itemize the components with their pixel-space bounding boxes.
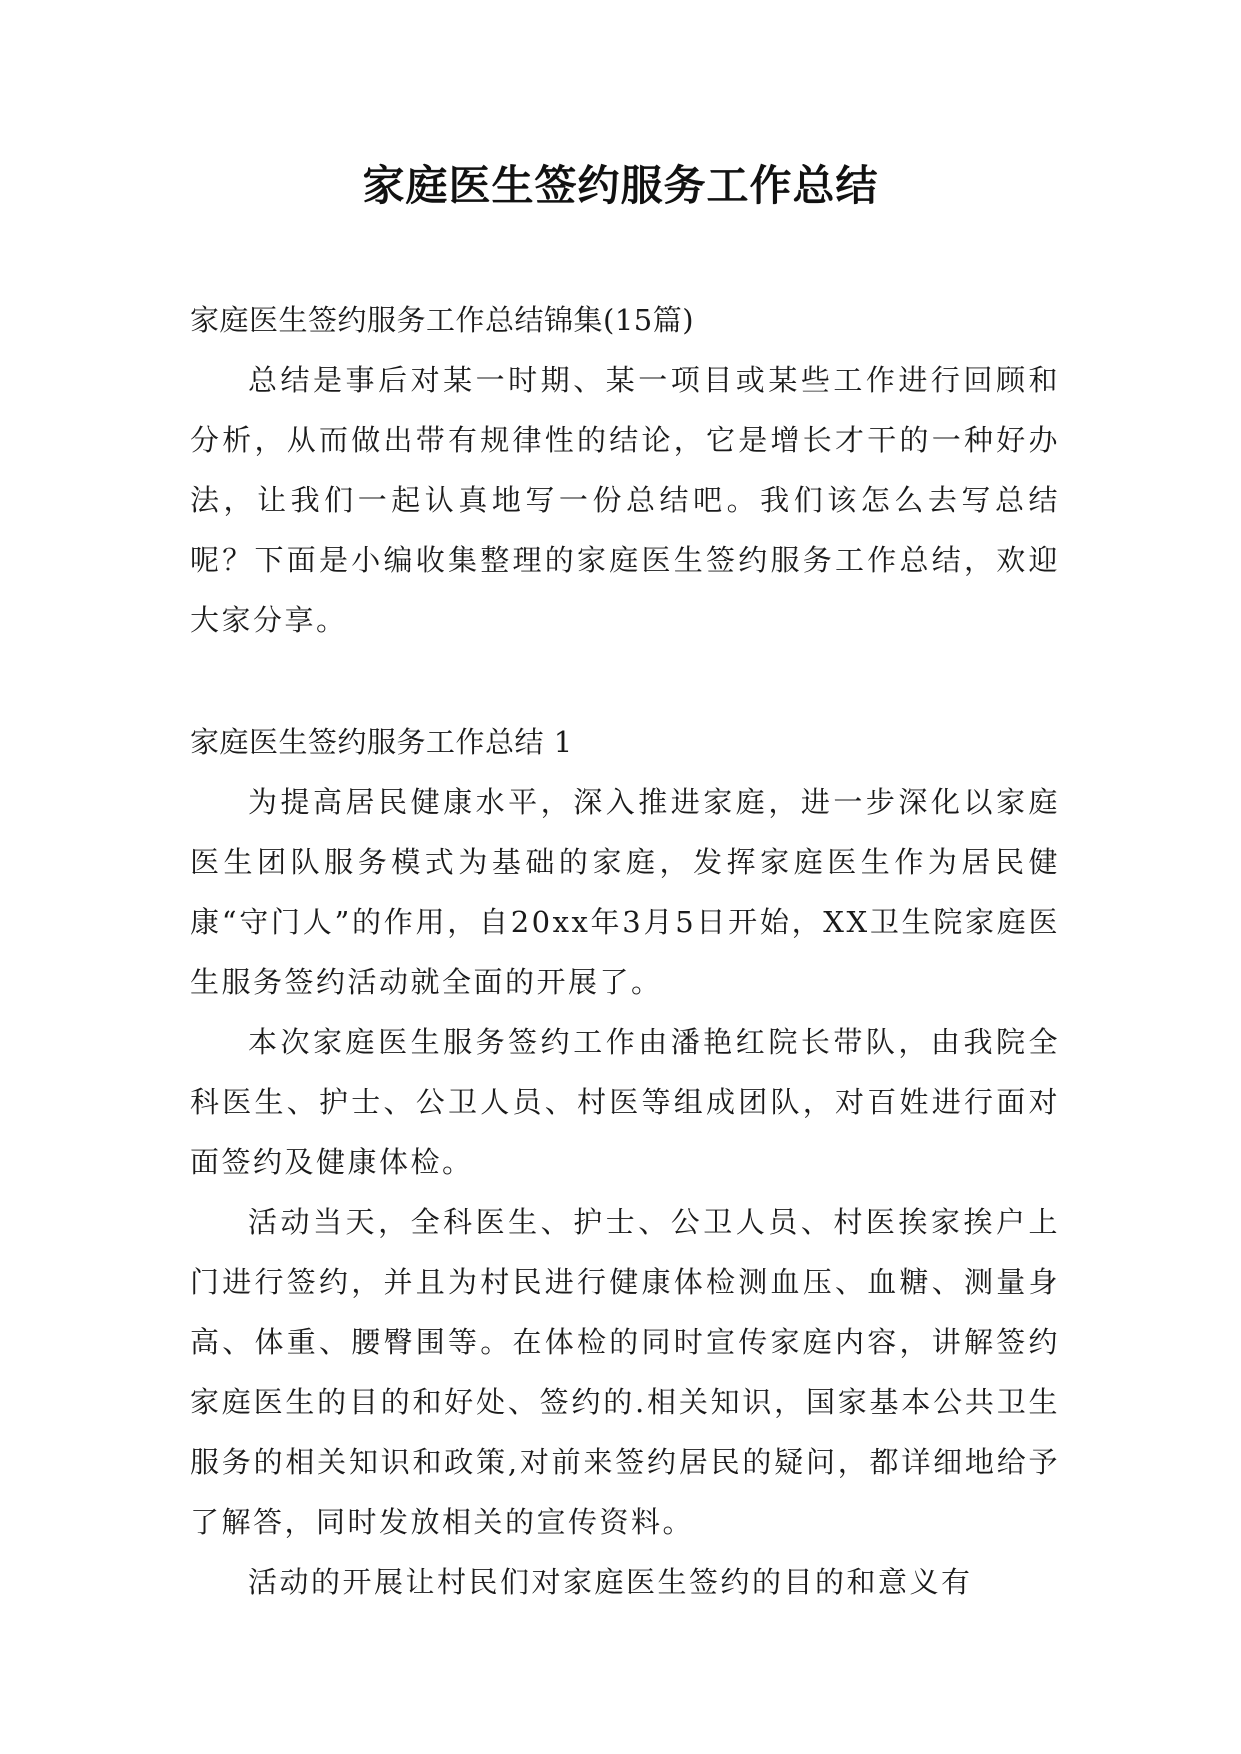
document-title: 家庭医生签约服务工作总结 bbox=[362, 161, 879, 210]
body-paragraph: 活动的开展让村民们对家庭医生签约的目的和意义有 bbox=[248, 1565, 973, 1599]
document-body bbox=[190, 290, 1060, 1612]
body-paragraph: 本次家庭医生服务签约工作由潘艳红院长带队，由我院全科医生、护士、公卫人员、村医等组成团队，对百姓进行面对面签约及健康体检。 bbox=[190, 1025, 1060, 1179]
body-paragraph: 活动当天，全科医生、护士、公卫人员、村医挨家挨户上门进行签约，并且为村民进行健康体检测血压、血糖、测量身高、体重、腰臀围等。在体检的同时宣传家庭内容，讲解签约家庭医生的目的和好处、签约的.相关知识，国家基本公共卫生服务的相关知识和政策,对前来签约居民的疑问，都详细地给予了解答，同时发放相关的宣传资料。 bbox=[190, 1205, 1060, 1539]
body-paragraph: 为提高居民健康水平，深入推进家庭，进一步深化以家庭医生团队服务模式为基础的家庭，发挥家庭医生作为居民健康“守门人”的作用，自20xx年3月5日开始，XX卫生院家庭医生服务签约活动就全面的开展了。 bbox=[190, 785, 1060, 999]
collection-heading: 家庭医生签约服务工作总结锦集(15篇) bbox=[190, 303, 695, 337]
intro-paragraph: 总结是事后对某一时期、某一项目或某些工作进行回顾和分析，从而做出带有规律性的结论，它是增长才干的一种好办法，让我们一起认真地写一份总结吧。我们该怎么去写总结呢？下面是小编收集整理的家庭医生签约服务工作总结，欢迎大家分享。 bbox=[190, 363, 1060, 637]
section-heading: 家庭医生签约服务工作总结 1 bbox=[190, 725, 573, 759]
section-gap bbox=[190, 650, 1060, 712]
